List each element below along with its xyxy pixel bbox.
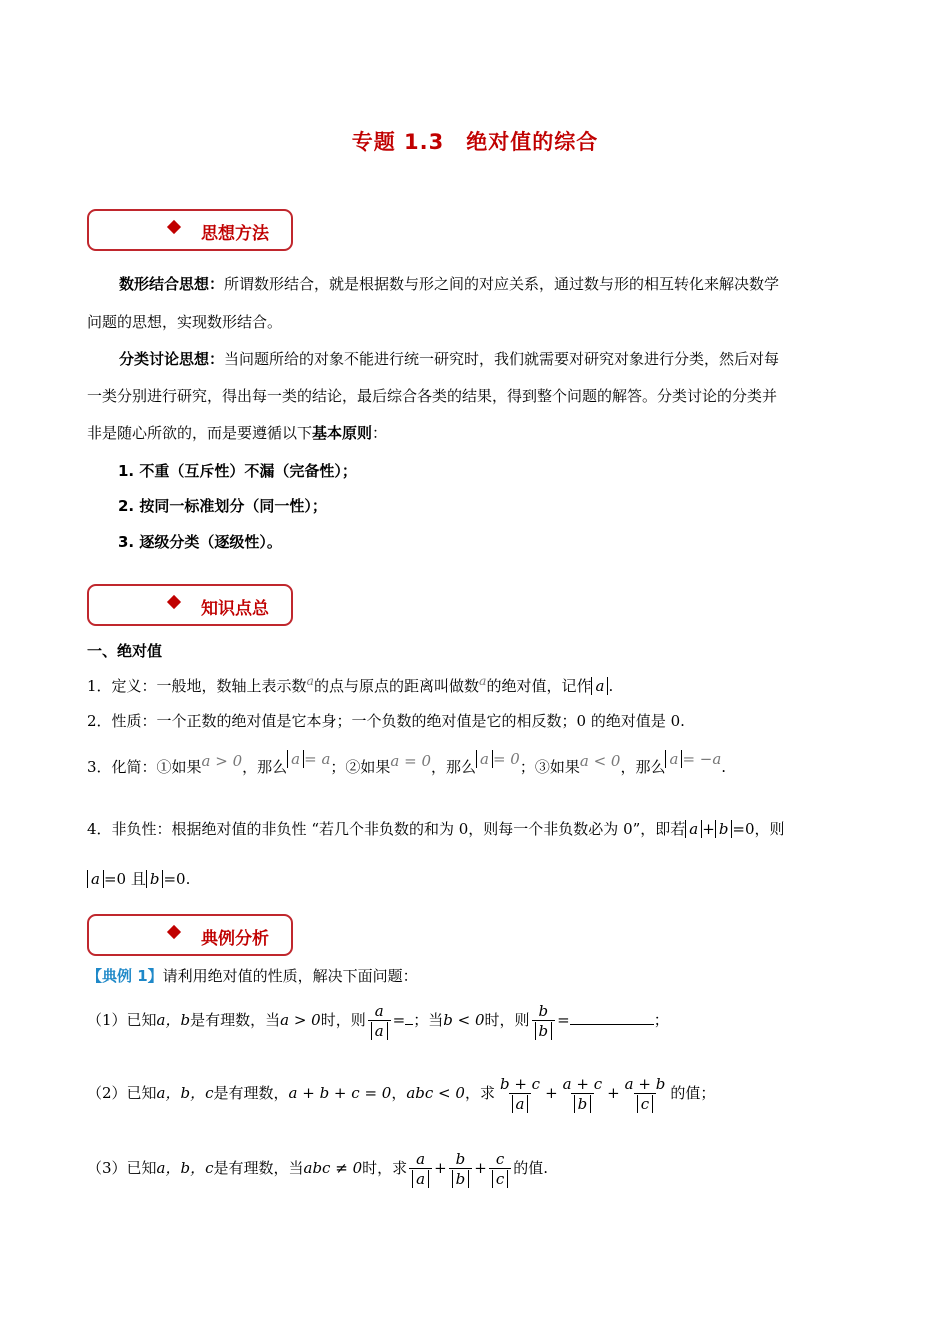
text: 的点与原点的距离叫做数 [314, 677, 480, 695]
text: ，那么 [242, 758, 288, 776]
paragraph-text: 所谓数形结合，就是根据数与形之间的对应关系，通过数与形的相互转化来解决数学 [224, 275, 780, 293]
math-vars: a，b [156, 1011, 191, 1029]
text: 4．非负性：根据绝对值的非负性 “若几个非负数的和为 0，则每一个非负数必为 0”，即若 [87, 820, 686, 838]
fraction [368, 1002, 391, 1040]
paragraph-text: 当问题所给的对象不能进行统一研究时，我们就需要对研究对象进行分类，然后对每 [224, 350, 780, 368]
text: =0 且 [103, 870, 146, 888]
abs-value: a [371, 1022, 388, 1040]
example-tag: 【典例 1】 [87, 967, 163, 985]
math-expr: b < 0 [443, 1011, 485, 1029]
page-title: 专题 1.3 绝对值的综合 [351, 130, 599, 154]
math-expr: = 0 [492, 750, 520, 768]
text: . [721, 758, 727, 776]
paragraph-fenlei [87, 341, 867, 378]
abs-value: a [512, 1095, 529, 1113]
question-3: （3）已知a，b，c是有理数，当abc ≠ 0时，求 $\frac{a}{a}$ + $\frac{b}{b}$ + $\frac{c}{c}$ 的值. [87, 1150, 549, 1188]
text: 时，求 [362, 1159, 408, 1177]
text: ，那么 [431, 758, 477, 776]
section-header-examples [87, 914, 293, 956]
math-vars: a，b，c [156, 1159, 214, 1177]
question-2: （2）已知a，b，c是有理数，a + b + c = 0，abc < 0，求 $\frac{b + c}{a}$ + $\frac{a + c}{b}$ + $\frac{a + b}{c}$ 的值； [87, 1075, 716, 1113]
text: 请利用绝对值的性质，解决下面问题： [162, 967, 418, 985]
math-expr: a + b + c = 0 [288, 1084, 392, 1102]
diamond-icon [167, 220, 181, 234]
abs-value: a [665, 750, 682, 768]
abs-value: b [574, 1095, 592, 1113]
knowledge-item-4-cont [87, 868, 190, 889]
text: 是有理数，当 [213, 1159, 304, 1177]
math-var: a [479, 673, 487, 688]
numerator: a [416, 1150, 426, 1168]
abs-value: a [685, 820, 702, 838]
abs-value: a [591, 677, 608, 695]
abs-value: b [452, 1170, 470, 1188]
text: ；当 [413, 1011, 444, 1029]
knowledge-item-2: 2．性质：一个正数的绝对值是它本身；一个负数的绝对值是它的相反数；0 的绝对值是 0. [87, 712, 685, 730]
math-vars: a，b，c [156, 1084, 214, 1102]
question-1: （1）已知a，b是有理数，当a > 0时，则 $\frac{a}{a}$ = ；当b < 0时，则 $\frac{b}{b}$ = ； [87, 1002, 669, 1040]
math-expr: = a [304, 750, 331, 768]
knowledge-item-1 [87, 673, 613, 696]
diamond-icon [167, 595, 181, 609]
paragraph-fenlei-end [87, 415, 867, 452]
paragraph-shuxing-cont: 问题的思想，实现数形结合。 [87, 313, 283, 331]
text: （3）已知 [87, 1159, 157, 1177]
rule-1: 1. 不重（互斥性）不漏（完备性）； [118, 462, 357, 480]
fraction [449, 1150, 473, 1188]
text: ， [391, 1084, 407, 1102]
math-expr: a > 0 [201, 752, 243, 770]
numerator: b [538, 1002, 549, 1020]
paragraph-shuxing [87, 266, 867, 303]
diamond-icon [167, 925, 181, 939]
fraction [409, 1150, 432, 1188]
math-expr: a > 0 [280, 1011, 321, 1029]
text: . [608, 677, 614, 695]
paragraph-head: 数形结合思想： [119, 275, 225, 293]
text: 时，则 [320, 1011, 366, 1029]
section-header-knowledge [87, 584, 293, 626]
text: 是有理数， [213, 1084, 289, 1102]
math-expr: abc < 0 [406, 1084, 465, 1102]
fraction: $\frac{a + b}{c}$ [624, 1075, 666, 1113]
text: 3．化简：①如果 [87, 758, 202, 776]
text: ： [372, 424, 388, 442]
text: ； [653, 1011, 669, 1029]
text: 的值； [670, 1084, 716, 1102]
text: ，求 [464, 1084, 495, 1102]
math-expr: a = 0 [390, 752, 431, 770]
text: 1．定义：一般地，数轴上表示数 [87, 677, 307, 695]
section-title-method: 思想方法 [201, 224, 269, 244]
math-expr: = −a [682, 750, 722, 768]
abs-value: b [535, 1022, 553, 1040]
text: 的绝对值，记作 [486, 677, 592, 695]
numerator: b [455, 1150, 466, 1168]
abs-value: a [287, 750, 304, 768]
text: （2）已知 [87, 1084, 157, 1102]
knowledge-heading: 一、绝对值 [87, 642, 163, 660]
text: ，那么 [620, 758, 666, 776]
example-intro [87, 965, 418, 986]
text: 是有理数，当 [190, 1011, 281, 1029]
abs-value: a [476, 750, 493, 768]
fraction: $\frac{a + c}{b}$ [562, 1075, 603, 1113]
abs-value: a [87, 870, 104, 888]
knowledge-item-3 [87, 750, 727, 777]
math-expr: a < 0 [579, 752, 621, 770]
fraction: $\frac{c}{c}$ [489, 1150, 511, 1188]
text: ，则 [754, 820, 785, 838]
fraction: $\frac{b + c}{a}$ [499, 1075, 541, 1113]
emphasis: 基本原则 [312, 424, 373, 442]
section-title-knowledge: 知识点总 [201, 599, 269, 619]
text: ；③如果 [519, 758, 580, 776]
fraction [532, 1002, 556, 1040]
math-expr: abc ≠ 0 [303, 1159, 363, 1177]
section-header-method [87, 209, 293, 251]
text: 的值. [513, 1159, 549, 1177]
rule-3: 3. 逐级分类（逐级性）。 [118, 533, 282, 551]
math-var: a [306, 673, 314, 688]
rule-2: 2. 按同一标准划分（同一性）； [118, 497, 327, 515]
numerator: a [374, 1002, 384, 1020]
text: ；②如果 [330, 758, 391, 776]
abs-value: a [412, 1170, 429, 1188]
paragraph-fenlei-cont: 一类分别进行研究，得出每一类的结论，最后综合各类的结果，得到整个问题的解答。分类讨论的分类并 [87, 387, 778, 405]
abs-value: b [146, 870, 164, 888]
section-title-examples: 典例分析 [201, 929, 269, 949]
text: （1）已知 [87, 1011, 157, 1029]
knowledge-item-4: 4．非负性：根据绝对值的非负性 “若几个非负数的和为 0，则每一个非负数必为 0”，即若 a + b =0，则 [87, 820, 785, 838]
text: =0. [163, 870, 191, 888]
answer-blank[interactable] [570, 1010, 654, 1025]
text: 非是随心所欲的，而是要遵循以下 [87, 424, 313, 442]
text: 时，则 [484, 1011, 530, 1029]
abs-value: b [715, 820, 733, 838]
paragraph-head: 分类讨论思想： [119, 350, 225, 368]
